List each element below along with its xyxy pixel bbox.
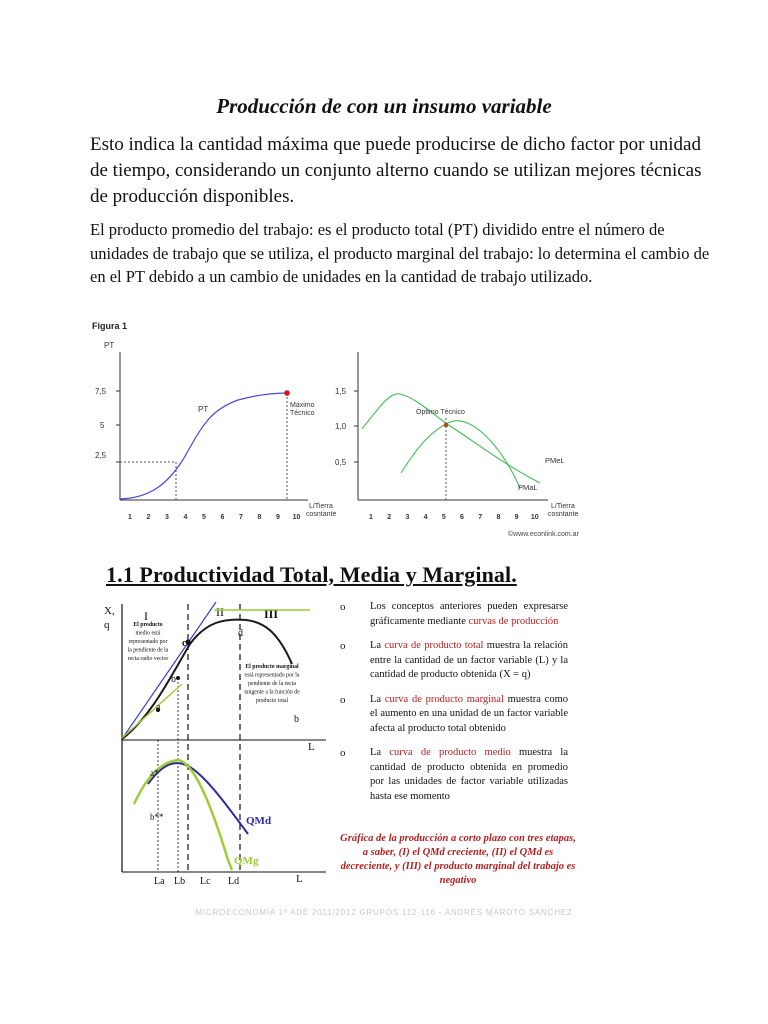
document-title: Producción de con un insumo variable	[216, 94, 552, 118]
point-b	[176, 676, 180, 680]
pt-xtick-label: 6	[220, 514, 225, 521]
pt-xtick-label: 10	[292, 514, 301, 521]
note-line: tangente a la función de	[244, 689, 300, 696]
page-footer: MICROECONOMÍA 1º ADE 2011/2012 GRUPOS 112-116 - ANDRÉS MAROTO SÁNCHEZ	[195, 908, 573, 917]
lower-point-label: a*	[150, 768, 159, 778]
lower-x-label: Ld	[228, 876, 240, 887]
right-ytick: 0,5	[335, 458, 347, 467]
pmal-curve	[401, 421, 520, 488]
qmd-label: QMd	[246, 815, 272, 827]
stage-label: II	[216, 605, 224, 619]
figure-1	[90, 318, 610, 548]
note-producto-marginal	[244, 664, 300, 704]
lower-x-label: La	[154, 876, 165, 887]
pt-ytick: 5	[100, 421, 105, 430]
pmal-label: PMaL	[518, 483, 538, 492]
bullet-list	[336, 600, 568, 814]
bullet-marker: o	[340, 601, 346, 613]
maximo-tecnico-point	[284, 390, 290, 396]
pt-chart	[95, 341, 336, 521]
highlighted-term: curva de producto marginal	[384, 693, 504, 705]
pt-xtick-label: 1	[128, 514, 132, 521]
pt-x-axis-label: cosntante	[306, 511, 337, 518]
right-xtick-label: 9	[514, 514, 519, 521]
point-label: a	[156, 702, 161, 713]
pt-ytick: 2,5	[95, 451, 107, 460]
tangent-line	[122, 684, 182, 738]
pme-pma-chart	[335, 352, 578, 521]
lower-point-label: b**	[150, 812, 164, 822]
pt-xtick-label: 4	[183, 514, 188, 521]
bullet-text: La	[370, 747, 390, 758]
maximo-tecnico-label: Técnico	[290, 410, 315, 417]
right-xtick-label: 8	[496, 514, 501, 521]
section-heading: 1.1 Productividad Total, Media y Marginal.	[106, 562, 517, 587]
pmel-curve	[362, 394, 540, 483]
intro-paragraph: Esto indica la cantidad máxima que puede producirse de dicho factor por unidad de tiempo, considerando un conjunto alterno cuando se utilizan mejores técnicas de producción disponibles.	[90, 134, 702, 207]
pt-xtick-label: 2	[146, 514, 151, 521]
figure-caption: Gráfica de la producción a corto plazo con tres etapas, a saber, (I) el QMd creciente, (II) el QMd es decreciente, y (III) el producto marginal del trabajo es negativo	[340, 833, 576, 886]
bullet-marker: o	[340, 640, 346, 652]
y-axis-label: X,	[104, 605, 115, 617]
right-ytick: 1,0	[335, 422, 347, 431]
pt-xtick-label: 9	[276, 514, 280, 521]
pt-ytick: 7,5	[95, 387, 107, 396]
lower-x-label: Lc	[200, 876, 211, 887]
note-line: la pendiente de la	[127, 647, 169, 654]
pt-xtick-label: 8	[257, 514, 262, 521]
point-label: b	[171, 674, 176, 685]
stage-label: I	[144, 609, 148, 623]
bullet-item	[336, 693, 568, 737]
note-line: El producto	[133, 622, 163, 628]
bullet-marker: o	[340, 693, 346, 706]
pt-x-ticks	[128, 514, 300, 521]
lower-l-label: L	[296, 873, 303, 885]
note-line: El producto marginal	[245, 664, 299, 670]
note-line: pendiente de la recta	[248, 681, 296, 687]
definition-paragraph: El producto promedio del trabajo: es el producto total (PT) dividido entre el número de unidades de trabajo que se utiliza, el producto marginal del trabajo: lo determina el cambio de en el PT debido a un cambio de unidades en la cantidad de trabajo utilizado.	[90, 220, 710, 286]
optimo-tecnico-label: Óptimo Técnico	[416, 409, 465, 416]
point-label: d	[238, 628, 243, 639]
stage-label: III	[264, 607, 279, 621]
right-xtick-label: 5	[441, 514, 446, 521]
bullet-text: muestra la cantidad de producto obtenida en promedio por las unidades de factor variable utilizadas hasta ese momento	[370, 747, 568, 802]
note-line: medio está	[135, 630, 161, 637]
bullet-text: muestra como el aumento en una unidad de un factor variable afecta al producto total obtenido	[370, 693, 568, 734]
pt-x-axis-label: L/Tierra	[309, 503, 333, 510]
marginal-product-curve	[134, 760, 232, 870]
right-x-axis-label: cosntante	[548, 511, 579, 518]
pt-curve-label: PT	[198, 405, 209, 414]
bullet-item	[336, 600, 568, 629]
bullet-text: muestra la relación entre la cantidad de un factor variable (L) y la cantidad de producto obtenida (X = q)	[370, 640, 568, 680]
bullet-text: Los conceptos anteriores pueden expresarse gráficamente mediante	[370, 601, 568, 627]
highlighted-term: curva de producto total	[384, 640, 484, 651]
figure-1-label: Figura 1	[92, 321, 128, 331]
note-line: producto total	[255, 698, 289, 704]
bullet-item	[336, 746, 568, 804]
upper-l-label: L	[308, 741, 315, 753]
b-label: b	[294, 714, 299, 725]
right-x-axis-label: L/Tierra	[551, 503, 575, 510]
right-xtick-label: 3	[405, 514, 410, 521]
pmel-label: PMeL	[545, 456, 565, 465]
right-xtick-label: 7	[478, 514, 483, 521]
highlighted-term: curvas de producción	[468, 615, 559, 627]
qmg-label: QMg	[234, 855, 259, 867]
point-label: c	[182, 638, 187, 649]
right-xtick-label: 10	[530, 514, 539, 521]
bullet-marker: o	[340, 747, 346, 759]
average-product-curve	[148, 763, 248, 834]
pt-xtick-label: 7	[239, 514, 243, 521]
lower-x-label: Lb	[174, 876, 186, 887]
total-product-curve	[122, 620, 292, 739]
right-ytick: 1,5	[335, 387, 347, 396]
right-xtick-label: 4	[423, 514, 428, 521]
note-producto-medio	[128, 622, 169, 662]
right-xtick-label: 1	[369, 514, 373, 521]
maximo-tecnico-label: Máximo	[290, 402, 315, 409]
note-line: está representado por la	[244, 672, 300, 679]
figure-2	[104, 598, 334, 890]
right-xtick-label: 6	[460, 514, 464, 521]
y-axis-label: q	[104, 619, 110, 631]
pt-xtick-label: 5	[202, 514, 206, 521]
figure-credit: ©www.econlink.com.ar	[508, 531, 579, 538]
right-x-ticks	[369, 514, 539, 521]
note-line: recta radio vector	[127, 656, 169, 662]
bullet-item	[336, 639, 568, 683]
pt-xtick-label: 3	[165, 514, 169, 521]
note-line: representado por	[128, 639, 168, 645]
bullet-text: La	[370, 693, 385, 705]
pt-axis-label: PT	[104, 341, 115, 350]
right-xtick-label: 2	[387, 514, 392, 521]
bullet-text: La	[370, 640, 385, 651]
highlighted-term: curva de producto medio	[389, 747, 511, 758]
